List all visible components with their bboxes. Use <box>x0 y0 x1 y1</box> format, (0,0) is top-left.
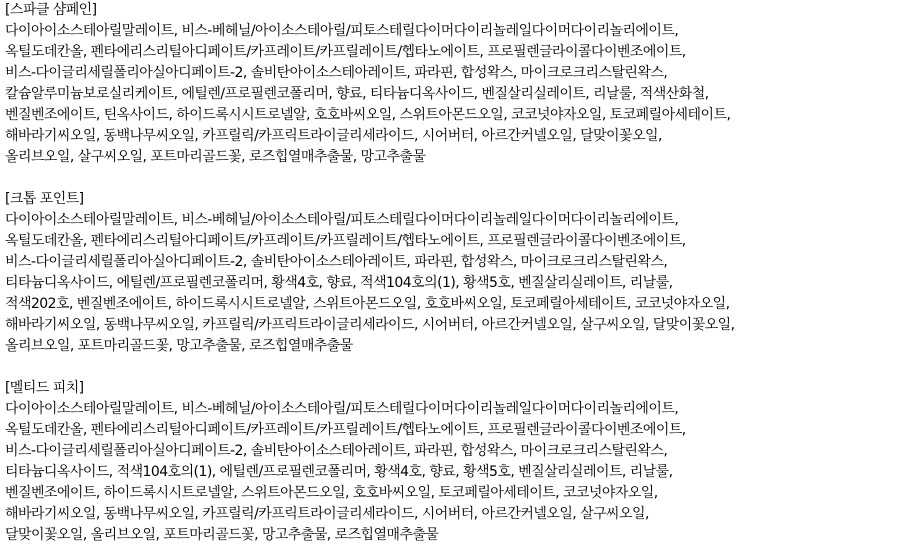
section-title: [크톱 포인트] <box>5 191 84 207</box>
section-melted-peach <box>5 378 910 546</box>
section-title: [멜티드 피치] <box>5 380 84 396</box>
ingredients-document <box>5 0 910 546</box>
ingredient-line: 해바라기씨오일, 동백나무씨오일, 카프릴릭/카프릭트라이글리세라이드, 시어버터, 아르간커넬오일, 살구씨오일, <box>5 506 649 522</box>
ingredient-line: 비스-다이글리세릴폴리아실아디페이트-2, 솔비탄아이소스테아레이트, 파라핀, 합성왁스, 마이크로크리스탈린왁스, <box>5 443 668 459</box>
ingredient-line: 올리브오일, 살구씨오일, 포트마리골드꽃, 로즈힙열매추출물, 망고추출물 <box>5 149 426 165</box>
ingredient-line: 옥틸도데칸올, 펜타에리스리틸아디페이트/카프레이트/카프릴레이트/헵타노에이트, 프로필렌글라이콜다이벤조에이트, <box>5 44 686 60</box>
ingredient-line: 벤질벤조에이트, 틴옥사이드, 하이드록시시트로넬알, 호호바씨오일, 스위트아몬드오일, 코코넛야자오일, 토코페릴아세테이트, <box>5 107 731 123</box>
ingredient-line: 비스-다이글리세릴폴리아실아디페이트-2, 솔비탄아이소스테아레이트, 파라핀, 합성왁스, 마이크로크리스탈린왁스, <box>5 65 668 81</box>
ingredient-line: 해바라기씨오일, 동백나무씨오일, 카프릴릭/카프릭트라이글리세라이드, 시어버터, 아르간커넬오일, 살구씨오일, 달맞이꽃오일, <box>5 317 735 333</box>
ingredient-line: 옥틸도데칸올, 펜타에리스리틸아디페이트/카프레이트/카프릴레이트/헵타노에이트, 프로필렌글라이콜다이벤조에이트, <box>5 422 686 438</box>
ingredient-line: 다이아이소스테아릴말레이트, 비스-베헤닐/아이소스테아릴/피토스테릴다이머다이리놀레일다이머다이리놀리에이트, <box>5 401 679 417</box>
ingredient-line: 비스-다이글리세릴폴리아실아디페이트-2, 솔비탄아이소스테아레이트, 파라핀, 합성왁스, 마이크로크리스탈린왁스, <box>5 254 668 270</box>
ingredient-line: 달맞이꽃오일, 올리브오일, 포트마리골드꽃, 망고추출물, 로즈힙열매추출물 <box>5 527 439 543</box>
ingredient-line: 올리브오일, 포트마리골드꽃, 망고추출물, 로즈힙열매추출물 <box>5 338 353 354</box>
ingredient-line: 해바라기씨오일, 동백나무씨오일, 카프릴릭/카프릭트라이글리세라이드, 시어버터, 아르간커넬오일, 달맞이꽃오일, <box>5 128 662 144</box>
ingredient-line: 티타늄디옥사이드, 에틸렌/프로필렌코폴리머, 황색4호, 향료, 적색104호의(1), 황색5호, 벤질살리실레이트, 리날룰, <box>5 275 673 291</box>
ingredient-line: 칼슘알루미늄보로실리케이트, 에틸렌/프로필렌코폴리머, 향료, 티타늄디옥사이드, 벤질살리실레이트, 리날룰, 적색산화철, <box>5 86 709 102</box>
section-sparkle-champagne <box>5 0 910 168</box>
ingredient-line: 벤질벤조에이트, 하이드록시시트로넬알, 스위트아몬드오일, 호호바씨오일, 토코페릴아세테이트, 코코넛야자오일, <box>5 485 658 501</box>
section-crop-point <box>5 189 910 357</box>
section-title: [스파클 샴페인] <box>5 2 97 18</box>
ingredient-line: 다이아이소스테아릴말레이트, 비스-베헤닐/아이소스테아릴/피토스테릴다이머다이리놀레일다이머다이리놀리에이트, <box>5 212 679 228</box>
ingredient-line: 다이아이소스테아릴말레이트, 비스-베헤닐/아이소스테아릴/피토스테릴다이머다이리놀레일다이머다이리놀리에이트, <box>5 23 679 39</box>
ingredient-line: 티타늄디옥사이드, 적색104호의(1), 에틸렌/프로필렌코폴리머, 황색4호, 향료, 황색5호, 벤질살리실레이트, 리날룰, <box>5 464 673 480</box>
ingredient-line: 옥틸도데칸올, 펜타에리스리틸아디페이트/카프레이트/카프릴레이트/헵타노에이트, 프로필렌글라이콜다이벤조에이트, <box>5 233 686 249</box>
ingredient-line: 적색202호, 벤질벤조에이트, 하이드록시시트로넬알, 스위트아몬드오일, 호호바씨오일, 토코페릴아세테이트, 코코넛야자오일, <box>5 296 730 312</box>
